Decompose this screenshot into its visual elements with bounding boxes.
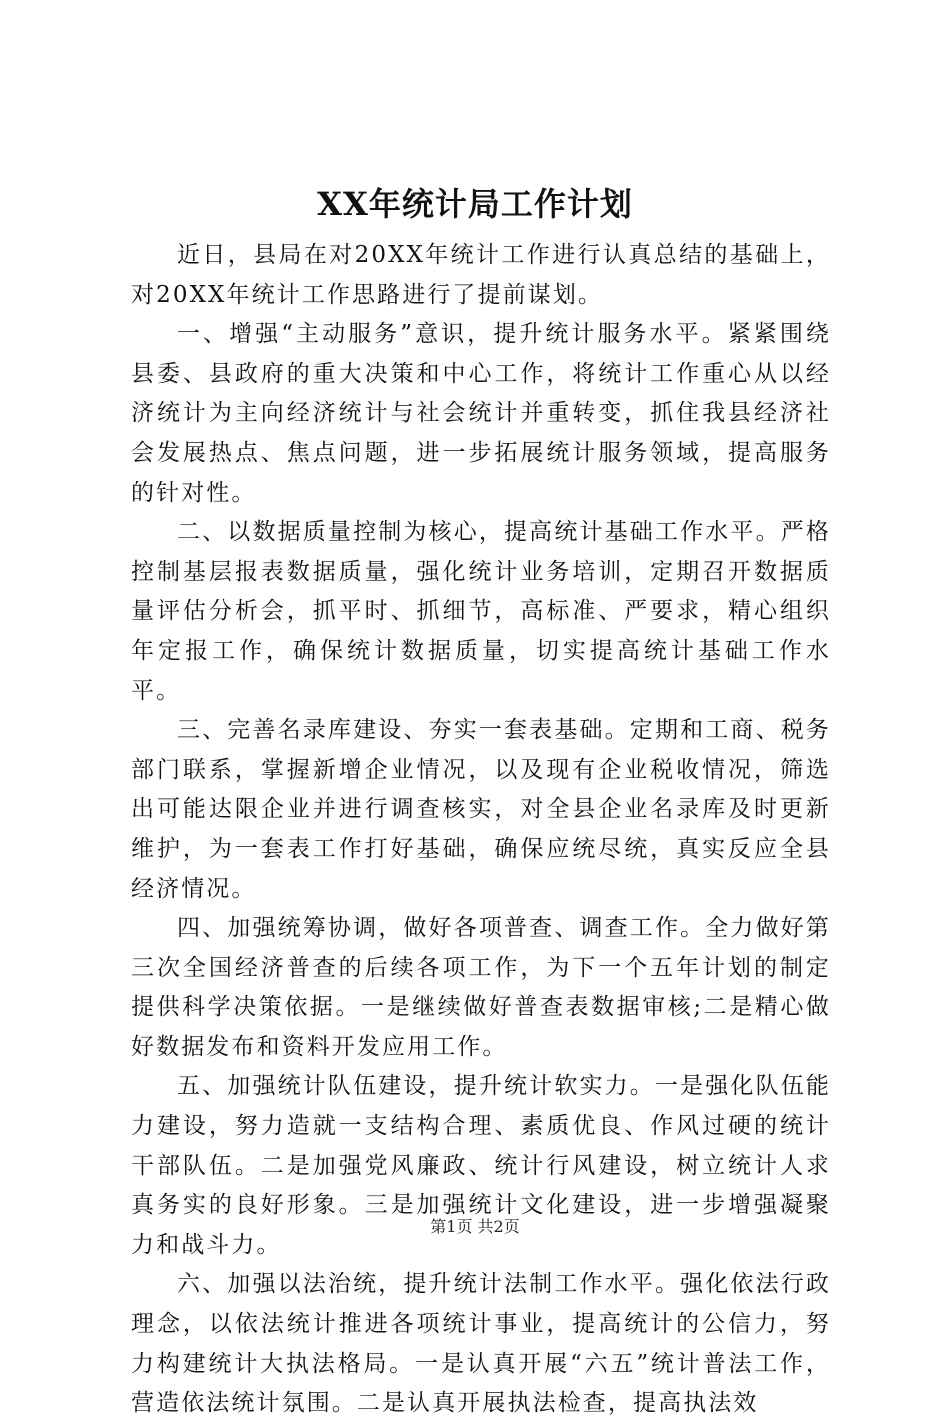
document-title: XX年统计局工作计划: [317, 185, 633, 223]
paragraph-section-6: 六、加强以法治统，提升统计法制工作水平。强化依法行政理念，以依法统计推进各项统计事业，提高统计的公信力，努力构建统计大执法格局。一是认真开展“六五”统计普法工作，营造依法统计氛围。二是认真开展执法检查，提高执法效: [131, 1271, 831, 1417]
paragraph-intro: 近日，县局在对20XX年统计工作进行认真总结的基础上，对20XX年统计工作思路进行了提前谋划。: [131, 242, 831, 308]
paragraph-section-3: 三、完善名录库建设、夯实一套表基础。定期和工商、税务部门联系，掌握新增企业情况，以及现有企业税收情况，筛选出可能达限企业并进行调查核实，对全县企业名录库及时更新维护，为一套表工作打好基础，确保应统尽统，真实反应全县经济情况。: [131, 717, 831, 902]
paragraph-section-5: 五、加强统计队伍建设，提升统计软实力。一是强化队伍能力建设，努力造就一支结构合理、素质优良、作风过硬的统计干部队伍。二是加强党风廉政、统计行风建设，树立统计人求真务实的良好形象。三是加强统计文化建设，进一步增强凝聚力和战斗力。: [131, 1073, 831, 1258]
paragraph-section-2: 二、以数据质量控制为核心，提高统计基础工作水平。严格控制基层报表数据质量，强化统计业务培训，定期召开数据质量评估分析会，抓平时、抓细节，高标准、严要求，精心组织年定报工作，确保统计数据质量，切实提高统计基础工作水平。: [131, 519, 831, 704]
document-body: [131, 236, 831, 1424]
paragraph-section-4: 四、加强统筹协调，做好各项普查、调查工作。全力做好第三次全国经济普查的后续各项工作，为下一个五年计划的制定提供科学决策依据。一是继续做好普查表数据审核;二是精心做好数据发布和资料开发应用工作。: [131, 915, 831, 1060]
paragraph-section-1: 一、增强“主动服务”意识，提升统计服务水平。紧紧围绕县委、县政府的重大决策和中心工作，将统计工作重心从以经济统计为主向经济统计与社会统计并重转变，抓住我县经济社会发展热点、焦点问题，进一步拓展统计服务领域，提高服务的针对性。: [131, 321, 831, 506]
page-footer: 第1页 共2页: [430, 1217, 520, 1236]
